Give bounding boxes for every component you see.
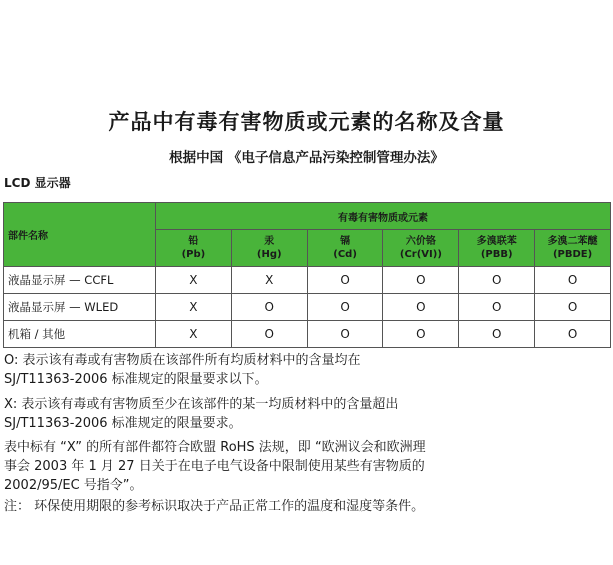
substance-status-cell: O: [231, 321, 307, 348]
substance-name: 镉: [340, 236, 351, 247]
note-x-definition: X: 表示该有毒或有害物质至少在该部件的某一均质材料中的含量超出 SJ/T11363-2006 标准规定的限量要求。: [4, 397, 399, 431]
substance-column-header: [231, 230, 307, 267]
substance-status-cell: O: [307, 267, 383, 294]
note-o-definition: O: 表示该有毒或有害物质在该部件所有均质材料中的含量均在 SJ/T11363-2006 标准规定的限量要求以下。: [4, 353, 361, 387]
substance-status-cell: X: [156, 321, 232, 348]
substance-status-cell: O: [307, 294, 383, 321]
table-row: [4, 267, 611, 294]
note-environmental-period: 注： 环保使用期限的参考标识取决于产品正常工作的温度和湿度等条件。: [4, 499, 425, 514]
hazardous-substances-table: [3, 202, 611, 348]
substance-status-cell: X: [156, 267, 232, 294]
page-title: 产品中有毒有害物质或元素的名称及含量: [108, 110, 505, 134]
substance-symbol: (Hg): [256, 249, 282, 260]
substance-column-header: [459, 230, 535, 267]
substance-status-cell: X: [231, 267, 307, 294]
substance-symbol: (Cr(VI)): [399, 249, 442, 260]
substance-status-cell: O: [231, 294, 307, 321]
substance-status-cell: O: [459, 321, 535, 348]
section-heading: LCD 显示器: [4, 176, 71, 190]
substance-status-cell: O: [307, 321, 383, 348]
substance-name: 多溴联苯: [476, 236, 517, 247]
substance-name: 汞: [264, 236, 275, 247]
table-row: [4, 321, 611, 348]
note-rohs-compliance: 表中标有 “X” 的所有部件都符合欧盟 RoHS 法规，即 “欧洲议会和欧洲理 事会 2003 年 1 月 27 日关于在电子电气设备中限制使用某些有害物质的 2002/95/EC 号指令”。: [4, 440, 426, 493]
substance-symbol: (PBB): [480, 249, 513, 260]
substance-name: 铅: [188, 236, 199, 247]
substance-status-cell: O: [535, 267, 611, 294]
substance-name: 六价铬: [405, 236, 436, 247]
substance-status-cell: O: [383, 294, 459, 321]
substance-group-header: 有毒有害物质或元素: [156, 203, 611, 230]
substance-symbol: (Pb): [181, 249, 206, 260]
substance-status-cell: O: [459, 267, 535, 294]
part-name-header: 部件名称: [4, 203, 156, 267]
substance-status-cell: O: [383, 321, 459, 348]
substance-column-header: [307, 230, 383, 267]
substance-status-cell: O: [459, 294, 535, 321]
part-name-cell: 机箱 / 其他: [4, 321, 156, 348]
substance-status-cell: O: [535, 321, 611, 348]
substance-column-header: [535, 230, 611, 267]
substance-symbol: (PBDE): [552, 249, 593, 260]
substance-status-cell: X: [156, 294, 232, 321]
substance-symbol: (Cd): [333, 249, 357, 260]
table-row: [4, 294, 611, 321]
part-name-cell: 液晶显示屏 — CCFL: [4, 267, 156, 294]
part-name-cell: 液晶显示屏 — WLED: [4, 294, 156, 321]
substance-column-header: [156, 230, 232, 267]
substance-status-cell: O: [383, 267, 459, 294]
substance-status-cell: O: [535, 294, 611, 321]
substance-name: 多溴二苯醚: [547, 236, 598, 247]
page-subtitle: 根据中国 《电子信息产品污染控制管理办法》: [169, 150, 444, 166]
substance-column-header: [383, 230, 459, 267]
